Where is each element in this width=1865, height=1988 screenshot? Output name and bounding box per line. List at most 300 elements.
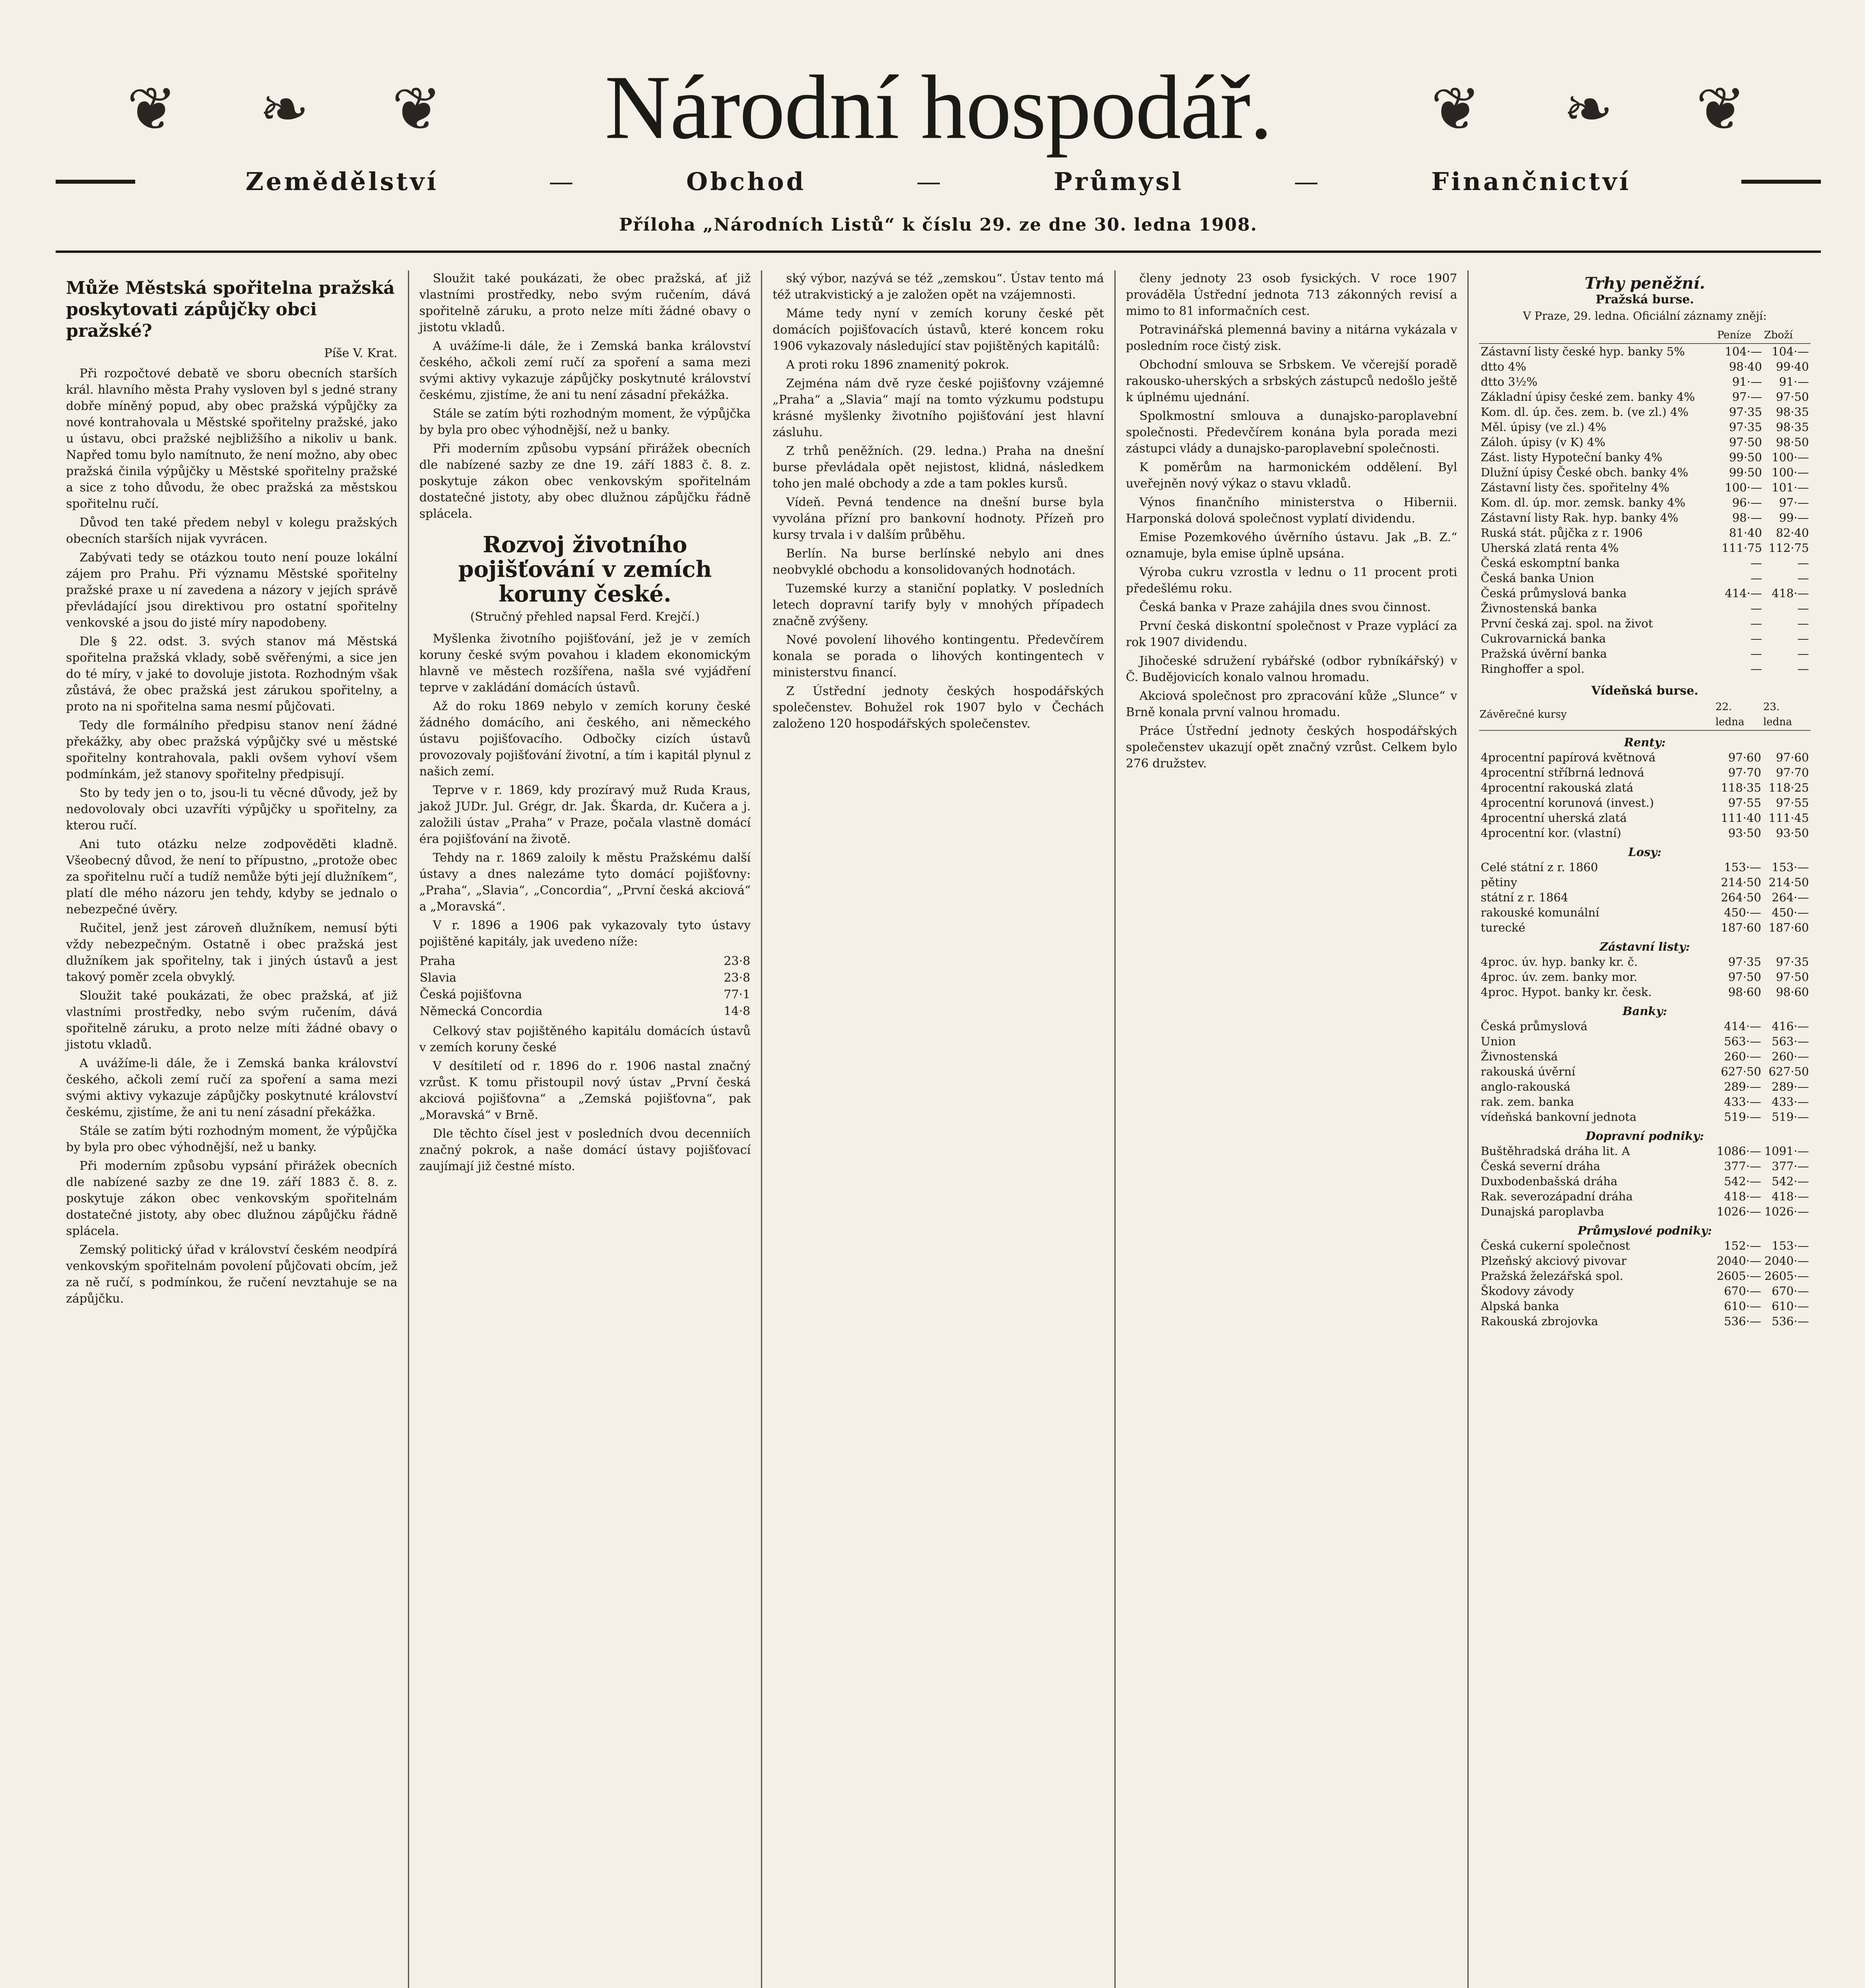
table-cell: Česká severní dráha [1481,1159,1600,1173]
table-cell: Celé státní z r. 1860 [1481,860,1598,874]
table-cell: 260·— [1772,1050,1809,1063]
flourish-icon: ❦ [1430,75,1485,144]
table-row [1479,905,1811,920]
table-group-row [1479,935,1811,954]
article-paragraph: Tuzemské kurzy a staniční poplatky. V posledních letech dopravní tarify byly v mnohých případech značně zvýšeny. [772,582,1104,628]
table-cell: 23·8 [724,971,751,985]
article-paragraph: Sloužit také poukázati, že obec pražská, ať již vlastními prostředky, nebo svým ručením, dává spořitelně záruku, a proto nelze míti žádné obavy o jistotu vkladů. [66,989,398,1052]
table-cell: — [1750,632,1762,645]
table-cell: 111·45 [1768,811,1809,825]
table-cell: 542·— [1724,1175,1761,1188]
table-cell: 99·50 [1729,466,1762,479]
section-separator: — [916,167,943,196]
table-cell: 97·— [1732,390,1762,404]
column-1 [56,270,409,1988]
table-row [1479,920,1811,935]
table-row [1479,540,1811,555]
table-row [1479,1283,1811,1299]
table-cell: 536·— [1724,1314,1761,1328]
table-cell: 82·40 [1776,526,1809,540]
table-cell: Praha [419,954,456,968]
table-cell: Zástavní listy čes. spořitelny 4% [1481,481,1670,494]
article-paragraph: Máme tedy nyní v zemích koruny české pět domácích pojišťovacích ústavů, které koncem roku 1906 vykazovaly následující stav pojištěných kapitálů: [772,307,1104,353]
table-row [1479,404,1811,419]
table-cell: 97·35 [1728,955,1761,969]
table-cell: 97·35 [1729,405,1762,419]
article-paragraph: Při rozpočtové debatě ve sboru obecních starších král. hlavního města Prahy vysloven byl s jedné strany dobře míněný popud, aby obec pražská výpůjčky za nové kontrahovala u Městské spořitelny pražské, jako u ústavu, obci pražské nejbližšího a nikoliv u bank. Napřed tomu bylo namítnuto, že není možno, aby obec pražská činila výpůjčky u Městské spořitelny pražské a sice z toho důvodu, že obec pražská za městskou spořitelnu ručí. [66,367,398,511]
group-label: Losy: [1628,845,1661,859]
table-cell: — [1797,617,1809,630]
table-cell: 77·1 [724,988,751,1002]
group-label: Dopravní podniky: [1586,1129,1704,1143]
table-row [1479,1204,1811,1219]
article-paragraph: Sloužit také poukázati, že obec pražská, ať již vlastními prostředky, nebo svým ručením, dává spořitelně záruku, a proto nelze míti žádné obavy o jistotu vkladů. [419,272,751,334]
article-paragraph: Zemský politický úřad v království českém neodpírá venkovským spořitelnám povolení půjčovati obcím, jež za ně ručí, s podmínkou, že ručení nevztahuje se na zápůjčku. [66,1243,398,1306]
article-paragraph: Obchodní smlouva se Srbskem. Ve včerejší poradě rakousko-uherských a srbských zástupců nedošlo ještě k úplnému ujednání. [1126,358,1457,404]
table-row [1479,1299,1811,1314]
table-cell: dtto 3½% [1481,375,1538,388]
section-separator: — [549,167,576,196]
table-cell: 4procentní kor. (vlastní) [1481,826,1621,840]
art-nouveau-ornament-right [1391,64,1789,155]
table-cell: Rak. severozápadní dráha [1481,1190,1633,1203]
table-cell: Pražská železářská spol. [1481,1269,1623,1283]
table-cell: 153·— [1772,1239,1809,1252]
prague-exchange-title: Pražská burse. [1595,293,1694,307]
masthead [56,48,1821,215]
table-cell: 100·— [1772,466,1809,479]
table-cell: Zástavní listy Rak. hyp. banky 4% [1481,511,1679,524]
column-header: 23. ledna [1763,699,1811,730]
table-cell: 97·55 [1776,796,1809,810]
table-row [1479,1268,1811,1283]
article-paragraph: Nové povolení lihového kontingentu. Předevčírem konala se porada o lihových kontingentech v ministerstvu financí. [772,633,1104,679]
table-cell: vídeňská bankovní jednota [1481,1110,1637,1124]
table-cell: Duxbodenbašská dráha [1481,1175,1618,1188]
table-cell: 418·— [1772,586,1809,600]
newspaper-page [56,48,1821,1988]
table-cell: Záloh. úpisy (v K) 4% [1481,435,1605,449]
table-cell: 97·70 [1776,766,1809,779]
table-cell: 14·8 [724,1004,751,1018]
table-cell: 4procentní rakouská zlatá [1481,781,1634,794]
article-paragraph: Sto by tedy jen o to, jsou-li tu věcné důvody, jež by nedovolovaly obci uzavříti výpůjčky u spořitelny, za kterou ručí. [66,786,398,833]
table-row [1479,1143,1811,1159]
article-paragraph: členy jednoty 23 osob fysických. V roce 1907 prováděla Ústřední jednota 713 zákonných revisí a mimo to 81 informačních cest. [1126,272,1457,318]
table-cell: Rakouská zbrojovka [1481,1314,1598,1328]
table-cell: 289·— [1772,1080,1809,1093]
section-label: Zemědělství [245,167,439,196]
table-cell: Česká eskomptní banka [1481,556,1620,570]
group-label: Renty: [1624,736,1666,749]
table-cell: 377·— [1724,1159,1761,1173]
table-cell: 153·— [1772,860,1809,874]
table-cell: Uherská zlatá renta 4% [1481,541,1619,555]
table-cell: 289·— [1724,1080,1761,1093]
table-cell: 93·50 [1728,826,1761,840]
table-cell: Živnostenská banka [1481,602,1597,615]
group-label: Průmyslové podniky: [1578,1224,1712,1237]
table-row [419,953,751,970]
article-paragraph: Berlín. Na burse berlínské nebylo ani dnes neobvyklé obchodu a konsolidovaných hodnotách. [772,547,1104,577]
table-cell: 97·50 [1776,390,1809,404]
table-row [1479,780,1811,795]
table-cell: rakouská úvěrní [1481,1065,1576,1078]
table-cell: — [1797,632,1809,645]
table-cell: 98·35 [1776,405,1809,419]
section-label: Obchod [686,167,806,196]
table-cell: 377·— [1772,1159,1809,1173]
table-row [1479,571,1811,586]
article-paragraph: Potravinářská plemenná baviny a nitárna vykázala v posledním roce čistý zisk. [1126,323,1457,353]
table-row [419,986,751,1003]
table-cell: 97·60 [1776,751,1809,764]
flourish-icon: ❦ [126,75,181,144]
table-cell: turecké [1481,921,1525,934]
table-cell: 98·— [1732,511,1762,524]
table-cell: 111·75 [1721,541,1762,555]
table-cell: Zástavní listy české hyp. banky 5% [1481,345,1685,358]
table-cell: Slavia [419,971,457,985]
flourish-icon: ❦ [1696,75,1750,144]
table-cell: 670·— [1724,1284,1761,1298]
table-cell: 4procentní uherská zlatá [1481,811,1627,825]
column-header: Závěrečné kursy [1479,699,1715,730]
table-row [1479,344,1811,359]
table-row [1479,616,1811,631]
article-paragraph: Tehdy na r. 1869 zaloily k městu Pražskému další ústavy a dnes nalezáme tyto domácí pojišťovny: „Praha“, „Slavia“, „Concordia“, „První česká akciová“ a „Moravská“. [419,851,751,914]
table-cell: 23·8 [724,954,751,968]
vienna-exchange-title: Vídeňská burse. [1591,684,1698,698]
table-cell: — [1750,662,1762,676]
banner-rule-left [56,180,135,184]
table-cell: — [1750,617,1762,630]
article-paragraph: Při moderním způsobu vypsání přirážek obecních dle nabízené sazby ze dne 19. září 1883 č. 8. z. poskytuje zákon obec venkovským spořitelnám dostatečné jistoty, aby obec dlužnou zápůjčku řádně splácela. [66,1159,398,1238]
table-cell: 260·— [1724,1050,1761,1063]
table-row [1479,555,1811,571]
table-row [1479,450,1811,465]
article-paragraph: A uvážíme-li dále, že i Zemská banka království českého, ačkoli zemí ručí za spoření a sama mezi svými aktivy vykazuje zápůjčky poskytnuté království českému, zjistíme, že ani tu není zásadní překážka. [419,339,751,402]
table-row [1479,510,1811,525]
table-cell: 264·— [1772,891,1809,904]
table-cell: 98·50 [1776,435,1809,449]
table-row [1479,1049,1811,1064]
table-row [1479,661,1811,676]
table-cell: 264·50 [1721,891,1761,904]
table-row [1479,435,1811,450]
table-row [1479,890,1811,905]
table-row [1479,984,1811,1000]
table-cell: Zást. listy Hypoteční banky 4% [1481,450,1663,464]
table-row [1479,374,1811,389]
table-cell: — [1750,602,1762,615]
table-cell: 414·— [1725,586,1762,600]
table-cell: 97·50 [1729,435,1762,449]
article-paragraph: Akciová společnost pro zpracování kůže „Slunce“ v Brně konala první valnou hromadu. [1126,689,1457,719]
table-cell: rak. zem. banka [1481,1095,1574,1109]
table-row [1479,1034,1811,1049]
table-cell: — [1797,556,1809,570]
flourish-icon: ❧ [1563,75,1617,144]
table-row [1479,1079,1811,1094]
table-cell: 96·— [1732,496,1762,509]
table-cell: — [1797,647,1809,660]
table-cell: 99·— [1779,511,1809,524]
table-row [1479,810,1811,825]
table-row [1479,359,1811,374]
table-cell: 99·50 [1729,450,1762,464]
table-row [1479,860,1811,875]
table-row [1479,1094,1811,1109]
article-paragraph: Dle těchto čísel jest v posledních dvou decenniích značný pokrok, a naše domácí ústavy pojišťovací zaujímají již čestné místo. [419,1127,751,1173]
table-row [1479,646,1811,661]
table-cell: 416·— [1772,1019,1809,1033]
table-row [1479,525,1811,540]
table-row [1479,419,1811,435]
insured-capital-table [419,953,751,1020]
table-cell: 152·— [1724,1239,1761,1252]
table-cell: 97·50 [1776,970,1809,984]
table-cell: 100·— [1725,481,1762,494]
article-paragraph: Důvod ten také předem nebyl v kolegu pražských obecních starších nijak vyvrácen. [66,516,398,546]
table-row [1479,825,1811,841]
article-paragraph: Dle § 22. odst. 3. svých stanov má Městská spořitelna pražská vklady, sobě svěřenými, a sice jen do té míry, v jaké to dovoluje jistota. Rozhodným však zůstává, že obec pražská jest zárukou spořitelny, a proto na ni spořitelna sama nesmí půjčovati. [66,635,398,714]
table-row [1479,1064,1811,1079]
table-cell: Měl. úpisy (ve zl.) 4% [1481,420,1607,434]
article-headline: Rozvoj životního pojišťování v zemích koruny české. [458,532,712,607]
column-3 [762,270,1116,1988]
article-paragraph: Teprve v r. 1869, kdy prozíravý muž Ruda Kraus, jakož JUDr. Jul. Grégr, dr. Jak. Škarda, dr. Kučera a j. založili ústav „Praha“ v Praze, počala vlastně domácí éra pojišťování na životě. [419,783,751,846]
article-paragraph: Při moderním způsobu vypsání přirážek obecních dle nabízené sazby ze dne 19. září 1883 č. 8. z. poskytuje zákon obec venkovským spořitelnám dostatečné jistoty, aby obec dlužnou zápůjčku řádně splácela. [419,442,751,521]
table-cell: Dlužní úpisy České obch. banky 4% [1481,466,1688,479]
table-cell: 97·70 [1728,766,1761,779]
prague-quotes-table [1479,327,1811,676]
table-row [1479,1314,1811,1329]
table-cell: 2040·— [1764,1254,1809,1268]
table-cell: Buštěhradská dráha lit. A [1481,1144,1630,1158]
table-cell: 4procentní korunová (invest.) [1481,796,1654,810]
article-paragraph: Z Ústřední jednoty českých hospodářských společenstev. Bohužel rok 1907 bylo v Čechách založeno 120 hospodářských společenstev. [772,684,1104,731]
table-row [1479,631,1811,646]
table-cell: 627·50 [1768,1065,1809,1078]
table-cell: 112·75 [1768,541,1809,555]
table-cell: 118·35 [1721,781,1761,794]
article-paragraph: Vídeň. Pevná tendence na dnešní burse byla vyvolána přízní pro bankovní hodnoty. Přízeň pro kursy trvala i v dalším průběhu. [772,495,1104,542]
table-cell: 433·— [1772,1095,1809,1109]
section-separator: — [1294,167,1321,196]
table-cell: Česká průmyslová banka [1481,586,1627,600]
table-cell: 610·— [1724,1299,1761,1313]
table-row [1479,495,1811,510]
table-cell: Německá Concordia [419,1004,543,1018]
table-group-row [1479,1000,1811,1019]
table-cell: 98·60 [1728,985,1761,999]
table-cell: 519·— [1772,1110,1809,1124]
table-cell: 433·— [1724,1095,1761,1109]
table-row [1479,480,1811,495]
table-cell: 4proc. úv. hyp. banky kr. č. [1481,955,1638,969]
table-cell: 214·50 [1721,876,1761,889]
table-cell: Kom. dl. úp. mor. zemsk. banky 4% [1481,496,1686,509]
table-cell: 2605·— [1716,1269,1761,1283]
table-cell: — [1750,571,1762,585]
table-row [1479,969,1811,984]
article-paragraph: Ručitel, jenž jest zároveň dlužníkem, nemusí býti vždy nebezpečným. Ostatně i obec pražská jest dlužníkem jak spořitelny, tak i jiných ústavů a jest takový poměr zcela obvyklý. [66,921,398,984]
table-cell: 118·25 [1768,781,1809,794]
article-paragraph: Emise Pozemkového úvěrního ústavu. Jak „B. Z.“ oznamuje, byla emise úplně upsána. [1126,530,1457,561]
market-section-title: Trhy peněžní. [1584,274,1705,293]
article-paragraph: V desítiletí od r. 1896 do r. 1906 nastal značný vzrůst. K tomu přistoupil nový ústav „První česká akciová pojišťovna“ a „Zemská pojišťovna“, pak „Moravská“ v Brně. [419,1059,751,1122]
table-group-row [1479,1124,1811,1143]
table-cell: Pražská úvěrní banka [1481,647,1607,660]
table-row [1479,1109,1811,1124]
table-row [1479,954,1811,969]
section-banner [56,167,1821,196]
table-row [1479,1238,1811,1253]
table-cell: pětiny [1481,876,1518,889]
table-cell: 153·— [1724,860,1761,874]
table-cell: anglo-rakouská [1481,1080,1571,1093]
table-cell: — [1797,662,1809,676]
table-row [1479,465,1811,480]
table-cell: rakouské komunální [1481,906,1599,919]
table-cell: Kom. dl. úp. čes. zem. b. (ve zl.) 4% [1481,405,1689,419]
table-cell: státní z r. 1864 [1481,891,1568,904]
article-paragraph: A uvážíme-li dále, že i Zemská banka království českého, ačkoli zemí ručí za spoření a sama mezi svými aktivy vykazuje zápůjčky poskytnuté království českému, zjistíme, že ani tu není zásadní překážka. [66,1056,398,1119]
group-label: Zástavní listy: [1599,940,1690,953]
table-cell: 519·— [1724,1110,1761,1124]
table-cell: Union [1481,1035,1516,1048]
table-row [1479,1159,1811,1174]
banner-rule-right [1741,180,1821,184]
article-paragraph: Česká banka v Praze zahájila dnes svou činnost. [1139,600,1431,614]
column-header: Peníze [1717,327,1764,344]
table-cell: Cukrovarnická banka [1481,632,1606,645]
table-cell: 670·— [1772,1284,1809,1298]
table-cell: 4proc. úv. zem. banky mor. [1481,970,1638,984]
table-cell: — [1750,556,1762,570]
article-subtitle: (Stručný přehled napsal Ferd. Krejčí.) [470,610,700,624]
article-paragraph: Stále se zatím býti rozhodným moment, že výpůjčka by byla pro obec výhodnější, než u banky. [66,1124,398,1154]
column-header: Zboží [1764,327,1811,344]
table-cell: Živnostenská [1481,1050,1558,1063]
column-header [1479,327,1717,344]
article-paragraph: Z trhů peněžních. (29. ledna.) Praha na dnešní burse převládala opět nejistost, klidná, následkem toho jen malé obchody a zde a tam pokles kursů. [772,444,1104,491]
table-cell: 2040·— [1716,1254,1761,1268]
column-header: 22. ledna [1715,699,1763,730]
table-row [1479,601,1811,616]
table-cell: 418·— [1772,1190,1809,1203]
table-cell: Česká cukerní společnost [1481,1239,1630,1252]
article-columns [56,270,1821,1988]
table-cell: — [1797,602,1809,615]
table-cell: 187·60 [1768,921,1809,934]
table-cell: 450·— [1724,906,1761,919]
newspaper-title: Národní hospodář. [605,56,1272,158]
table-row [1479,875,1811,890]
prague-exchange-note: V Praze, 29. ledna. Oficiální záznamy znějí: [1523,309,1767,322]
article-byline: Píše V. Krat. [324,346,398,360]
table-cell: Česká banka Union [1481,571,1594,585]
table-cell: 4proc. Hypot. banky kr. česk. [1481,985,1652,999]
table-cell: Ruská stát. půjčka z r. 1906 [1481,526,1643,540]
table-row [419,1003,751,1020]
supplement-line: Příloha „Národních Listů“ k číslu 29. ze dne 30. ledna 1908. [619,215,1258,235]
article-paragraph: Zejména nám dvě ryze české pojišťovny vzájemné „Praha“ a „Slavia“ mají na tomto výzkumu podstupu krásné myšlenky životního pojišťování jest hlavní zásluhu. [772,377,1104,439]
table-group-row [1479,841,1811,860]
table-cell: 97·35 [1729,420,1762,434]
table-cell: 97·55 [1728,796,1761,810]
article-paragraph: A proti roku 1896 znamenitý pokrok. [786,358,1009,372]
table-cell: — [1797,571,1809,585]
table-cell: 2605·— [1764,1269,1809,1283]
table-cell: 98·40 [1729,360,1762,373]
table-cell: 97·60 [1728,751,1761,764]
table-row [1479,795,1811,810]
article-paragraph: Spolkmostní smlouva a dunajsko-paroplavební společnosti. Předevčírem konána byla porada mezi zástupci vlády a dunajsko-paroplavební společnosti. [1126,409,1457,456]
table-cell: 450·— [1772,906,1809,919]
table-row [1479,586,1811,601]
article-paragraph: Stále se zatím býti rozhodným moment, že výpůjčka by byla pro obec výhodnější, než u banky. [419,407,751,437]
table-cell: Základní úpisy české zem. banky 4% [1481,390,1695,404]
article-paragraph: ský výbor, nazývá se též „zemskou“. Ústav tento má též utrakvistický a je založen opět na vzájemnosti. [772,272,1104,302]
table-header-row [1479,699,1811,730]
table-cell: 98·60 [1776,985,1809,999]
article-paragraph: Myšlenka životního pojišťování, jež je v zemích koruny české svým povahou i kladem ekonomickým hlavně ve městech rozšířena, našla své vyjádření teprve v zakládání domácích ústavů. [419,632,751,695]
table-group-row [1479,730,1811,750]
article-paragraph: Zabývati tedy se otázkou touto není pouze lokální zájem pro Prahu. Při významu Městské spořitelny pražské praxe u ní zavedena a názory v jejích správě převládající jsou direktivou pro ostatní spořitelny venkovské a jsou do jisté míry napodobeny. [66,551,398,630]
table-cell: 414·— [1724,1019,1761,1033]
table-cell: 97·50 [1728,970,1761,984]
table-cell: 4procentní papírová květnová [1481,751,1656,764]
table-cell: První česká zaj. spol. na život [1481,617,1653,630]
table-cell: 91·— [1779,375,1809,388]
table-row [1479,1174,1811,1189]
table-cell: 91·— [1732,375,1762,388]
column-2 [409,270,763,1988]
article-paragraph: Ani tuto otázku nelze zodpověděti kladně. Všeobecný důvod, že není to přípustno, „protože obec za spořitelnu ručí a tudíž nemůže býti její dlužníkem“, platí dle mého názoru jen tehdy, kdyby se jednalo o nebezpečné úvěry. [66,837,398,916]
table-cell: 97·— [1779,496,1809,509]
table-cell: 93·50 [1776,826,1809,840]
table-cell: 563·— [1772,1035,1809,1048]
table-cell: Dunajská paroplavba [1481,1205,1604,1218]
group-label: Banky: [1622,1004,1667,1018]
table-cell: 1026·— [1716,1205,1761,1218]
vienna-quotes-table [1479,699,1811,1329]
article-paragraph: Výroba cukru vzrostla v lednu o 11 procent proti předešlému roku. [1126,565,1457,596]
section-label: Průmysl [1054,167,1184,196]
table-cell: Plzeňský akciový pivovar [1481,1254,1627,1268]
table-group-row [1479,1219,1811,1238]
table-cell: 81·40 [1729,526,1762,540]
table-cell: 214·50 [1768,876,1809,889]
table-cell: Česká pojišťovna [419,988,522,1002]
article-paragraph: Jihočeské sdružení rybářské (odbor rybníkářský) v Č. Budějovicích konalo valnou hromadu. [1126,654,1457,684]
table-cell: 4procentní stříbrná lednová [1481,766,1644,779]
article-paragraph: Výnos finančního ministerstva o Hibernii. Harponská dolová společnost vyplatí dividendu. [1126,495,1457,526]
table-row [1479,1189,1811,1204]
table-row [1479,389,1811,404]
table-cell: 104·— [1772,345,1809,358]
table-cell: 97·35 [1776,955,1809,969]
table-cell: dtto 4% [1481,360,1526,373]
table-cell: 187·60 [1721,921,1761,934]
table-cell: 563·— [1724,1035,1761,1048]
article-paragraph: V r. 1896 a 1906 pak vykazovaly tyto ústavy pojištěné kapitály, jak uvedeno níže: [419,918,751,949]
table-cell: 111·40 [1721,811,1761,825]
table-cell: 104·— [1725,345,1762,358]
table-cell: 418·— [1724,1190,1761,1203]
